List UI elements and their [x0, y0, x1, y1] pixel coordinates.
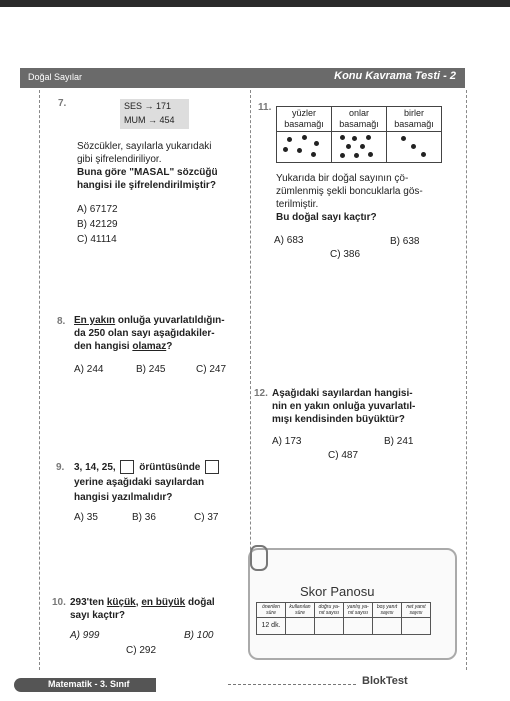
section-title: Doğal Sayılar: [28, 72, 83, 82]
question-number: 9.: [56, 462, 65, 473]
bead: [411, 144, 416, 149]
score-col-header: yanlış ya-nıt sayısı: [344, 603, 373, 618]
text-line: Aşağıdaki sayılardan hangisi-: [272, 388, 413, 399]
bead-cell-hundreds: [277, 132, 332, 163]
footer-divider: [228, 684, 356, 685]
question-text: [272, 387, 452, 426]
option-c[interactable]: C) 292: [126, 645, 157, 656]
question-text: [276, 172, 446, 224]
question-number: 8.: [57, 316, 66, 327]
emphasis: en büyük: [141, 597, 186, 608]
score-input-cell[interactable]: [286, 618, 315, 635]
text-span: 3, 14, 25,: [74, 462, 116, 473]
bead: [368, 152, 373, 157]
text-line: da 250 olan sayı aşağıdakiler-: [74, 328, 215, 339]
text-line: [74, 314, 244, 327]
score-col-header: net yanıt sayısı: [402, 603, 431, 618]
score-input-cell[interactable]: [315, 618, 344, 635]
text-span: ,: [135, 597, 142, 608]
text-line: hangisi ile şifrelendirilmiştir?: [77, 180, 216, 191]
option-b[interactable]: B) 638: [390, 236, 420, 247]
text-line: mışı kendisinden büyüktür?: [272, 414, 405, 425]
score-table: [256, 602, 431, 635]
bead: [314, 141, 319, 146]
paperclip-icon: [250, 545, 268, 571]
option-b[interactable]: B) 245: [136, 364, 166, 375]
question-number: 12.: [254, 388, 268, 399]
text-line: yerine aşağıdaki sayılardan: [74, 477, 205, 488]
option-c[interactable]: C) 41114: [77, 234, 117, 245]
header-line: onlar: [348, 108, 369, 118]
column-header: [332, 107, 387, 132]
question-number: 11.: [258, 102, 272, 113]
suggested-time-value: 12 dk.: [257, 618, 286, 635]
bead: [287, 137, 292, 142]
bead-cell-ones: [387, 132, 442, 163]
score-col-header: boş yanıt sayısı: [373, 603, 402, 618]
answer-options: [77, 202, 118, 247]
question-text: [77, 140, 242, 192]
bead: [401, 136, 406, 141]
option-b[interactable]: B) 100: [184, 630, 214, 641]
code-line: SES → 171: [124, 101, 172, 111]
text-line: terilmiştir.: [276, 199, 319, 210]
text-line: hangisi yazılmalıdır?: [74, 492, 173, 503]
option-a[interactable]: A) 999: [70, 630, 100, 641]
right-margin-line: [466, 90, 467, 670]
option-a[interactable]: A) 683: [274, 235, 304, 246]
text-span: den hangisi: [74, 341, 133, 352]
text-span: ?: [166, 341, 173, 352]
bead: [283, 147, 288, 152]
header-line: yüzler: [291, 108, 316, 118]
option-b[interactable]: B) 42129: [77, 219, 118, 230]
option-a[interactable]: A) 35: [74, 512, 98, 523]
option-a[interactable]: A) 173: [272, 436, 302, 447]
text-line: [70, 596, 245, 609]
column-header: [387, 107, 442, 132]
text-span: 293'ten: [70, 597, 107, 608]
text-line: Sözcükler, sayılarla yukarıdaki: [77, 141, 212, 152]
text-line: Bu doğal sayı kaçtır?: [276, 212, 377, 223]
text-line: Buna göre "MASAL" sözcüğü: [77, 167, 218, 178]
bead: [366, 135, 371, 140]
option-c[interactable]: C) 37: [194, 512, 219, 523]
blank-box: [120, 460, 134, 474]
option-c[interactable]: C) 386: [330, 249, 361, 260]
text-line: [74, 460, 244, 475]
text-line: zümlenmiş şekli boncuklarla gös-: [276, 186, 423, 197]
question-text: [74, 460, 244, 505]
bead: [360, 144, 365, 149]
bead: [302, 135, 307, 140]
footer-brand: BlokTest: [362, 675, 408, 687]
text-line: Yukarıda bir doğal sayının çö-: [276, 173, 409, 184]
option-a[interactable]: A) 67172: [77, 204, 118, 215]
top-edge-band: [0, 0, 510, 7]
bead: [421, 152, 426, 157]
text-span: örüntüsünde: [139, 462, 201, 473]
test-title: Konu Kavrama Testi - 2: [334, 70, 456, 82]
text-line: nin en yakın onluğa yuvarlatıl-: [272, 401, 416, 412]
score-col-header: doğru ya-nıt sayısı: [315, 603, 344, 618]
text-line: sayı kaçtır?: [70, 610, 126, 621]
blank-box: [205, 460, 219, 474]
code-box: [120, 99, 189, 129]
header-line: basamağı: [394, 119, 434, 129]
bead: [352, 136, 357, 141]
option-a[interactable]: A) 244: [74, 364, 104, 375]
code-line: MUM → 454: [124, 115, 175, 125]
bead-cell-tens: [332, 132, 387, 163]
text-span: onluğa yuvarlatıldığın-: [115, 315, 225, 326]
text-line: gibi şifrelendiriliyor.: [77, 154, 162, 165]
score-input-cell[interactable]: [402, 618, 431, 635]
emphasis: küçük: [106, 597, 136, 608]
question-text: [74, 314, 244, 353]
bead-table: [276, 106, 442, 163]
emphasis: olamaz: [132, 341, 167, 352]
question-text: [70, 596, 245, 622]
header-line: basamağı: [284, 119, 324, 129]
text-span: doğal: [185, 597, 215, 608]
text-line: [74, 340, 244, 353]
header-line: birler: [403, 108, 424, 118]
score-input-cell[interactable]: [344, 618, 373, 635]
bead: [297, 148, 302, 153]
bead: [346, 144, 351, 149]
emphasis: En yakın: [74, 315, 116, 326]
score-col-header: kullanılan süre: [286, 603, 315, 618]
option-c[interactable]: C) 247: [196, 364, 227, 375]
bead: [340, 153, 345, 158]
option-c[interactable]: C) 487: [328, 450, 359, 461]
bead: [311, 152, 316, 157]
option-b[interactable]: B) 241: [384, 436, 414, 447]
bead: [354, 153, 359, 158]
question-number: 10.: [52, 597, 66, 608]
bead: [340, 135, 345, 140]
option-b[interactable]: B) 36: [132, 512, 156, 523]
left-margin-line: [39, 90, 40, 670]
column-header: [277, 107, 332, 132]
score-panel-title: Skor Panosu: [300, 584, 375, 599]
footer-subject: Matematik - 3. Sınıf: [48, 679, 130, 689]
score-col-header: önerilen süre: [257, 603, 286, 618]
question-number: 7.: [58, 98, 67, 109]
header-line: basamağı: [339, 119, 379, 129]
score-input-cell[interactable]: [373, 618, 402, 635]
